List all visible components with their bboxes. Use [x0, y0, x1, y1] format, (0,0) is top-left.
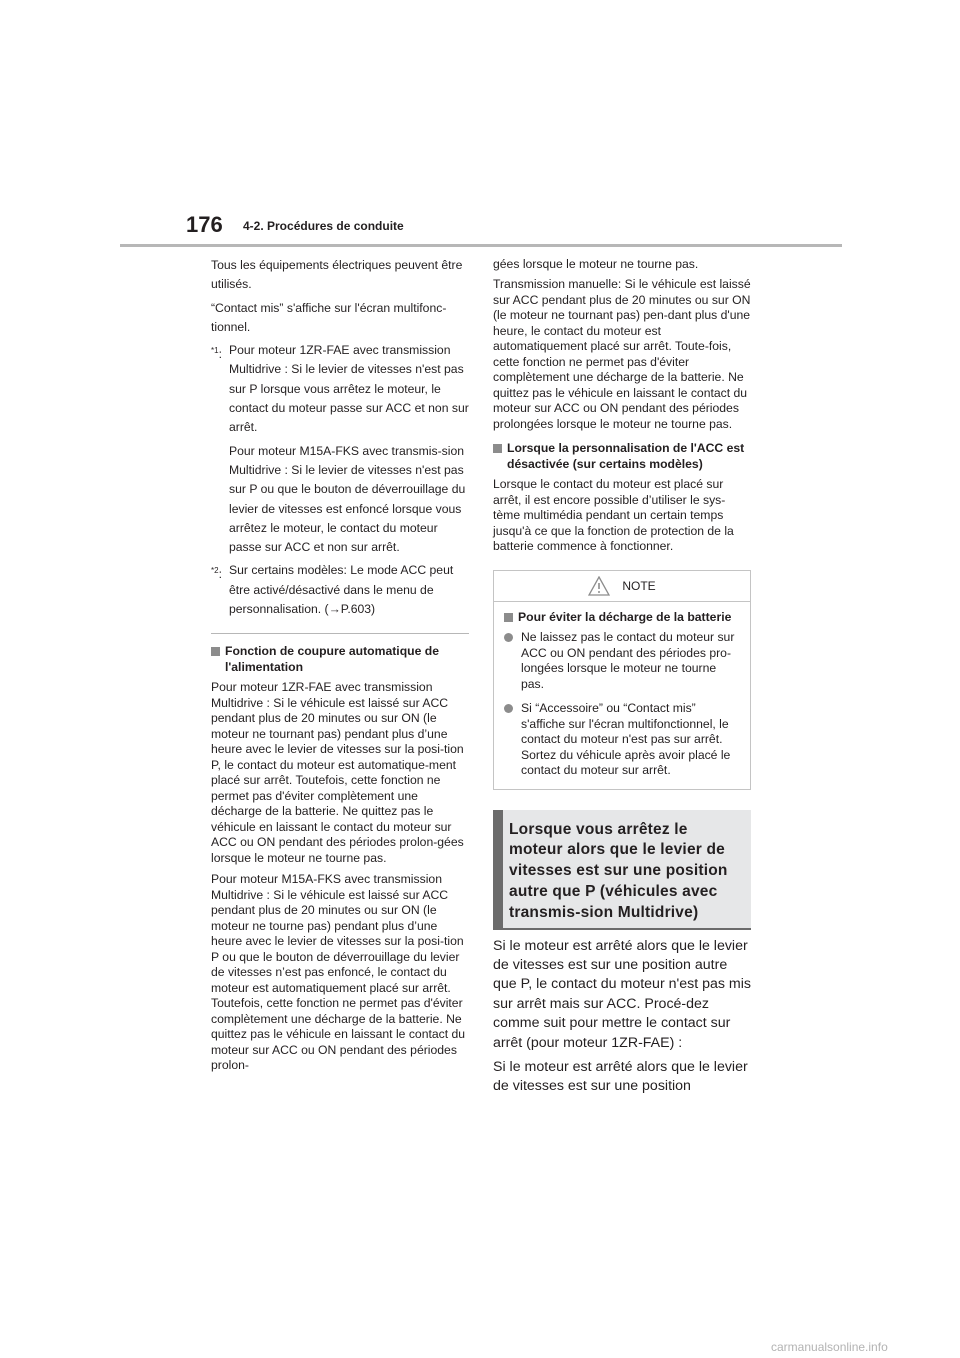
subheading-customization: Lorsque la personnalisation de l'ACC est désactivée (sur certains modèles) [493, 441, 751, 472]
body-paragraph: Lorsque le contact du moteur est placé sur arrêt, il est encore possible d’utiliser le sys-tème multimédia pendant un certain temps jusqu'à ce que la fonction de protection de la batterie commence à fonctionner. [493, 477, 734, 553]
body-paragraph: Pour moteur M15A-FKS avec transmission Multidrive : Si le véhicule est laissé sur ACC pendant plus de 20 minutes ou sur ON (le moteur ne tourne pas) pendant plus d’une heure avec le levier de vitesses sur la posi-tion P ou que le bouton de déverrouillage du levier de vitesses n’est pas enfoncé, le contact du moteur est automatiquement placé sur arrêt. Toutefois, cette fonction ne permet pas d'éviter complètement une décharge de la batterie. Ne quittez pas le véhicule en laissant le contact du moteur sur ACC ou ON pendant des périodes prolon- [211, 872, 466, 1073]
footnote-marker: $^{*1}$: [211, 346, 222, 362]
body-paragraph: gées lorsque le moteur ne tourne pas. [493, 257, 699, 271]
large-paragraph: Si le moteur est arrêté alors que le levier de vitesses est sur une position [493, 1058, 748, 1095]
highlight-underline [493, 928, 751, 930]
note-bullet: Ne laissez pas le contact du moteur sur ACC ou ON pendant des périodes pro-longées lorsque le moteur ne tourne pas. [504, 630, 740, 692]
body-paragraph: Transmission manuelle: Si le véhicule est laissé sur ACC pendant plus de 20 minutes ou sur ON (le moteur ne tournant pas) pen-dant plus d'une heure, le contact du moteur est automatiquement placé sur arrêt. Toute-fois, cette fonction ne permet pas d'éviter complètement une décharge de la batterie. Ne quittez pas le véhicule en laissant le contact du moteur sur ACC ou ON pendant des périodes prolongées lorsque le moteur ne tourne pas. [493, 277, 751, 431]
note-bullet: Si “Accessoire” ou “Contact mis” s'affiche sur l'écran multifonctionnel, le contact du moteur n'est pas sur arrêt. Sortez du véhicule après avoir placé le contact du moteur sur arrêt. [504, 701, 740, 779]
note-heading: Pour éviter la décharge de la batterie [504, 610, 740, 626]
intro-paragraph: “Contact mis” s'affiche sur l'écran multifonc-tionnel. [211, 300, 447, 334]
footnote-1 [211, 341, 469, 557]
footnote-text: Pour moteur M15A-FKS avec transmis-sion Multidrive : Si le levier de vitesses n'est pas sur P ou que le bouton de déverrouillage du levier de vitesses est enfoncé lorsque vous arrêtez le moteur, le contact du moteur passe sur ACC et non sur arrêt. [229, 443, 466, 555]
section-title: 4-2. Procédures de conduite [243, 219, 404, 233]
body-paragraph: Pour moteur 1ZR-FAE avec transmission Multidrive : Si le véhicule est laissé sur ACC pendant plus de 20 minutes ou sur ON (le moteur ne tournant pas) pendant plus d’une heure avec le levier de vitesses sur la posi-tion P, le contact du moteur est automatique-ment placé sur arrêt. Toutefois, cette fonction ne permet pas d'éviter complètement une décharge de la batterie. Ne quittez pas le véhicule en laissant le contact du moteur sur ACC ou ON pendant des périodes prolon-gées lorsque le moteur ne tourne pas. [211, 680, 464, 865]
circle-bullet-icon [504, 704, 513, 713]
intro-paragraph: Tous les équipements électriques peuvent être utilisés. [211, 258, 463, 292]
footnote-text: Pour moteur 1ZR-FAE avec transmission Multidrive : Si le levier de vitesses n'est pas sur P lorsque vous arrêtez le moteur, le contact du moteur passe sur ACC et non sur arrêt. [229, 343, 469, 435]
note-label: NOTE [622, 578, 656, 593]
footnote-2 [211, 561, 469, 619]
section-divider [211, 633, 469, 634]
note-header [494, 571, 750, 602]
highlight-heading-box [493, 810, 751, 928]
circle-bullet-icon [504, 633, 513, 642]
note-box [493, 570, 751, 790]
watermark: carmanualsonline.info [771, 1340, 888, 1354]
square-bullet-icon [493, 444, 502, 453]
page-number: 176 [186, 212, 223, 237]
header-rule [120, 244, 842, 247]
footnote-text: Sur certains modèles: Le mode ACC peut être activé/désactivé dans le menu de personnalisation. (→P.603) [229, 563, 454, 617]
large-paragraph: Si le moteur est arrêté alors que le levier de vitesses est sur une position autre que P, le contact du moteur n'est pas mis sur arrêt mais sur ACC. Procé-dez comme suit pour mettre le contact sur arrêt (pour moteur 1ZR-FAE) : [493, 937, 751, 1051]
highlight-accent-bar [493, 810, 503, 928]
square-bullet-icon [504, 613, 513, 622]
highlight-heading: Lorsque vous arrêtez le moteur alors que le levier de vitesses est sur une position autre que P (véhicules avec transmis-sion Multidrive) [509, 820, 728, 921]
left-column [211, 256, 469, 1080]
subheading-auto-off: Fonction de coupure automatique de l'alimentation [211, 644, 469, 675]
warning-triangle-icon [588, 576, 610, 596]
square-bullet-icon [211, 647, 220, 656]
footnote-marker: $^{*2}$: [211, 566, 222, 582]
right-column [493, 256, 751, 1097]
